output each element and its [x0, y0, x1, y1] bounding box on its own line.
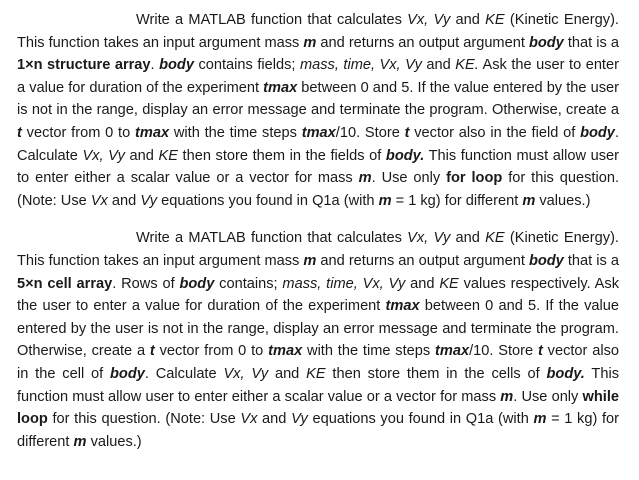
text-run: . Calculate — [17, 124, 619, 164]
text-run: = 1 kg) for different — [391, 192, 523, 209]
text-run: Vx — [90, 192, 108, 209]
text-run: for this question. (Note: Use — [17, 170, 619, 209]
text-run: This function must allow user to enter either a scalar value or a vector for mass — [17, 365, 619, 405]
text-run: and — [450, 230, 486, 247]
text-run: and — [421, 57, 456, 74]
text-run: and returns an output argument — [316, 252, 529, 269]
text-run: tmax — [268, 343, 303, 360]
text-run: mass, time, Vx, Vy — [299, 57, 422, 74]
text-run: 1×n structure array — [17, 57, 151, 74]
text-run: contains; — [214, 275, 283, 292]
text-run: Vy — [291, 411, 308, 428]
text-run: KE — [485, 12, 505, 28]
text-run: with the time steps — [169, 124, 302, 141]
text-run: that is a — [563, 252, 619, 269]
text-run: body. — [385, 147, 425, 164]
text-run: KE — [485, 230, 505, 247]
text-run: and — [405, 275, 440, 292]
text-run: body — [159, 57, 194, 74]
text-run: equations you found in Q1a (with — [307, 411, 534, 428]
text-run: and — [107, 192, 141, 209]
text-run: Vx, Vy — [407, 230, 451, 247]
text-run: body — [528, 34, 564, 51]
text-run: m — [378, 192, 392, 209]
text-run: t — [17, 124, 22, 141]
text-run: /10. Store — [469, 343, 538, 360]
text-run: vector from 0 to — [154, 343, 269, 360]
text-run: Vx — [240, 411, 258, 428]
text-run: and — [450, 12, 486, 28]
text-run: for loop — [446, 170, 503, 187]
text-run: between 0 and 5. If the value entered by the user is not in the range, display an error message and terminate the program. Otherwise, create a — [17, 298, 619, 360]
text-run: Vy — [140, 192, 158, 209]
text-run: body. — [546, 365, 585, 382]
text-run: (Kinetic Energy). This function takes an input argument mass — [17, 12, 619, 51]
text-run: m — [522, 192, 536, 209]
text-run: m — [533, 411, 547, 428]
text-run: m — [358, 170, 372, 187]
text-run: values.) — [535, 192, 591, 209]
text-run: body — [580, 124, 615, 141]
text-run: and — [257, 411, 292, 428]
text-run: KE — [439, 275, 459, 292]
text-run: m — [73, 433, 87, 450]
text-run: tmax — [263, 79, 298, 96]
text-run: body — [179, 275, 215, 292]
text-run: 5×n cell array — [17, 275, 113, 292]
text-run: tmax — [301, 124, 336, 141]
text-run: This function must allow user to enter either a scalar value or a vector for mass — [17, 147, 619, 187]
text-run: values.) — [86, 433, 142, 450]
text-run: t — [537, 343, 543, 360]
text-run: . Calculate — [144, 365, 224, 382]
text-run: KE. — [455, 57, 479, 74]
text-run: KE — [158, 147, 178, 164]
text-run: Write a MATLAB function that calculates — [136, 230, 408, 247]
question-paragraph-cell-array — [17, 227, 619, 453]
text-run: vector from 0 to — [21, 124, 136, 141]
text-run: tmax — [385, 298, 420, 315]
text-run: and returns an output argument — [316, 34, 529, 51]
text-run: Write a MATLAB function that calculates — [136, 12, 408, 28]
text-run: t — [404, 124, 410, 141]
document-body — [17, 9, 619, 453]
text-run: m — [303, 252, 317, 269]
text-run: body — [110, 365, 145, 382]
text-run: Vx, Vy — [223, 365, 269, 382]
text-run: between 0 and 5. If the value entered by the user is not in the range, display an error message and terminate the program. Otherwise, create a — [17, 79, 619, 119]
text-run: with the time steps — [302, 343, 436, 360]
text-run: vector also in the cell of — [17, 343, 620, 382]
text-run: while loop — [17, 388, 620, 428]
text-run: . Use only — [371, 170, 447, 187]
text-run: equations you found in Q1a (with — [157, 192, 379, 209]
text-run: tmax — [435, 343, 470, 360]
text-run: that is a — [563, 34, 619, 51]
text-run: Vx, Vy — [407, 12, 451, 28]
text-run: t — [149, 343, 155, 360]
text-run: then store them in the cells of — [325, 365, 547, 382]
text-run: tmax — [135, 124, 170, 141]
text-run: = 1 kg) for different — [17, 411, 620, 450]
text-run: then store them in the fields of — [177, 147, 386, 164]
text-run: values respectively. Ask the user to enter a value for duration of the experiment — [17, 275, 620, 315]
text-run: and — [124, 147, 159, 164]
text-run: /10. Store — [335, 124, 405, 141]
text-run: . Rows of — [112, 275, 180, 292]
text-run: m — [500, 388, 514, 405]
text-run: m — [303, 34, 317, 51]
text-run: (Kinetic Energy). This function takes an input argument mass — [17, 230, 619, 269]
text-run: Ask the user to enter a value for duration of the experiment — [17, 57, 619, 96]
question-paragraph-structure-array — [17, 9, 619, 212]
text-run: KE — [306, 365, 326, 382]
text-run: body — [528, 252, 564, 269]
text-run: for this question. (Note: Use — [47, 411, 241, 428]
text-run: Vx, Vy — [82, 147, 125, 164]
text-run: . — [150, 57, 160, 74]
text-run: and — [268, 365, 307, 382]
text-run: vector also in the field of — [409, 124, 581, 141]
text-run: . Use only — [513, 388, 583, 405]
text-run: contains fields; — [193, 57, 300, 74]
text-run: mass, time, Vx, Vy — [282, 275, 406, 292]
